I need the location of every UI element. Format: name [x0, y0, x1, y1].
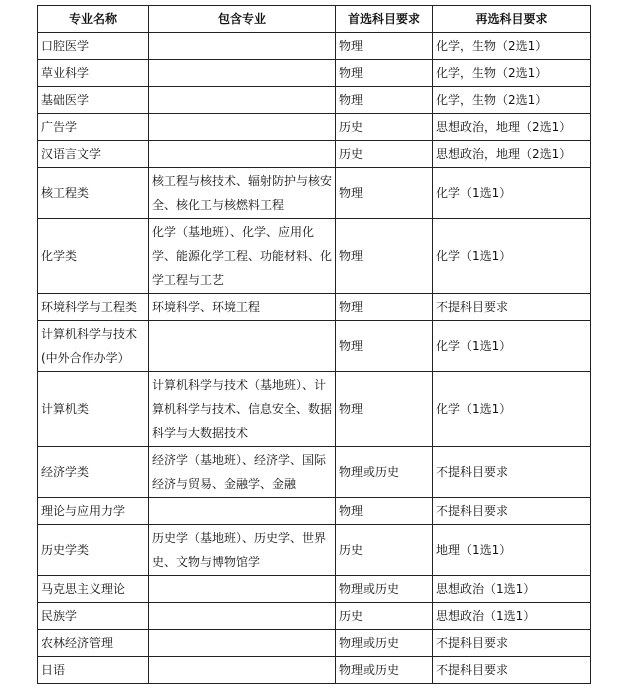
- table-row: [38, 294, 591, 321]
- second-subject-cell: 化学（1选1）: [433, 168, 591, 219]
- second-subject-cell: 思想政治，地理（2选1）: [433, 141, 591, 168]
- included-majors-cell: [149, 576, 336, 603]
- first-subject-cell: 物理: [336, 33, 433, 60]
- included-majors-cell: 经济学（基地班）、经济学、国际经济与贸易、金融学、金融: [149, 447, 336, 498]
- major-name-cell: 化学类: [38, 219, 149, 294]
- table-row: [38, 372, 591, 447]
- included-majors-cell: [149, 498, 336, 525]
- first-subject-cell: 物理或历史: [336, 630, 433, 657]
- first-subject-cell: 历史: [336, 114, 433, 141]
- major-name-cell: 广告学: [38, 114, 149, 141]
- table-row: [38, 630, 591, 657]
- table-row: [38, 168, 591, 219]
- table-row: [38, 447, 591, 498]
- second-subject-cell: 化学，生物（2选1）: [433, 60, 591, 87]
- table-row: [38, 525, 591, 576]
- major-name-cell: 汉语言文学: [38, 141, 149, 168]
- table-row: [38, 603, 591, 630]
- first-subject-cell: 历史: [336, 141, 433, 168]
- second-subject-cell: 不提科目要求: [433, 294, 591, 321]
- second-subject-cell: 不提科目要求: [433, 498, 591, 525]
- header-row: [38, 6, 591, 33]
- major-name-cell: 口腔医学: [38, 33, 149, 60]
- subject-requirements-table: [37, 5, 591, 684]
- included-majors-cell: [149, 87, 336, 114]
- first-subject-cell: 物理: [336, 498, 433, 525]
- included-majors-cell: [149, 321, 336, 372]
- major-name-cell: 理论与应用力学: [38, 498, 149, 525]
- first-subject-cell: 历史: [336, 525, 433, 576]
- major-name-cell: 草业科学: [38, 60, 149, 87]
- major-name-cell: 计算机科学与技术(中外合作办学）: [38, 321, 149, 372]
- first-subject-cell: 物理或历史: [336, 657, 433, 684]
- included-majors-cell: 历史学（基地班）、历史学、世界史、文物与博物馆学: [149, 525, 336, 576]
- second-subject-cell: 思想政治（1选1）: [433, 603, 591, 630]
- second-subject-cell: 化学（1选1）: [433, 219, 591, 294]
- header-first-subject: 首选科目要求: [336, 6, 433, 33]
- first-subject-cell: 物理: [336, 60, 433, 87]
- major-name-cell: 日语: [38, 657, 149, 684]
- table-row: [38, 87, 591, 114]
- major-name-cell: 计算机类: [38, 372, 149, 447]
- table-row: [38, 498, 591, 525]
- included-majors-cell: 核工程与核技术、辐射防护与核安全、核化工与核燃料工程: [149, 168, 336, 219]
- major-name-cell: 经济学类: [38, 447, 149, 498]
- major-name-cell: 环境科学与工程类: [38, 294, 149, 321]
- first-subject-cell: 物理: [336, 87, 433, 114]
- second-subject-cell: 化学，生物（2选1）: [433, 33, 591, 60]
- first-subject-cell: 物理: [336, 294, 433, 321]
- first-subject-cell: 物理或历史: [336, 576, 433, 603]
- table-row: [38, 576, 591, 603]
- table-row: [38, 657, 591, 684]
- second-subject-cell: 化学（1选1）: [433, 321, 591, 372]
- major-name-cell: 基础医学: [38, 87, 149, 114]
- first-subject-cell: 物理: [336, 372, 433, 447]
- included-majors-cell: [149, 60, 336, 87]
- major-name-cell: 民族学: [38, 603, 149, 630]
- table-row: [38, 321, 591, 372]
- second-subject-cell: 思想政治，地理（2选1）: [433, 114, 591, 141]
- header-second-subject: 再选科目要求: [433, 6, 591, 33]
- second-subject-cell: 不提科目要求: [433, 657, 591, 684]
- included-majors-cell: [149, 630, 336, 657]
- major-name-cell: 历史学类: [38, 525, 149, 576]
- second-subject-cell: 不提科目要求: [433, 630, 591, 657]
- major-name-cell: 核工程类: [38, 168, 149, 219]
- included-majors-cell: [149, 33, 336, 60]
- table-row: [38, 60, 591, 87]
- second-subject-cell: 化学（1选1）: [433, 372, 591, 447]
- table-body: [38, 33, 591, 684]
- header-major-name: 专业名称: [38, 6, 149, 33]
- second-subject-cell: 化学，生物（2选1）: [433, 87, 591, 114]
- header-included-majors: 包含专业: [149, 6, 336, 33]
- table-row: [38, 114, 591, 141]
- table-row: [38, 141, 591, 168]
- table-row: [38, 219, 591, 294]
- included-majors-cell: [149, 141, 336, 168]
- table-row: [38, 33, 591, 60]
- major-name-cell: 农林经济管理: [38, 630, 149, 657]
- first-subject-cell: 物理: [336, 219, 433, 294]
- major-name-cell: 马克思主义理论: [38, 576, 149, 603]
- second-subject-cell: 思想政治（1选1）: [433, 576, 591, 603]
- first-subject-cell: 物理: [336, 321, 433, 372]
- included-majors-cell: [149, 657, 336, 684]
- included-majors-cell: [149, 603, 336, 630]
- first-subject-cell: 物理: [336, 168, 433, 219]
- included-majors-cell: 化学（基地班）、化学、应用化学、能源化学工程、功能材料、化学工程与工艺: [149, 219, 336, 294]
- first-subject-cell: 历史: [336, 603, 433, 630]
- included-majors-cell: 环境科学、环境工程: [149, 294, 336, 321]
- included-majors-cell: [149, 114, 336, 141]
- included-majors-cell: 计算机科学与技术（基地班）、计算机科学与技术、信息安全、数据科学与大数据技术: [149, 372, 336, 447]
- second-subject-cell: 地理（1选1）: [433, 525, 591, 576]
- first-subject-cell: 物理或历史: [336, 447, 433, 498]
- second-subject-cell: 不提科目要求: [433, 447, 591, 498]
